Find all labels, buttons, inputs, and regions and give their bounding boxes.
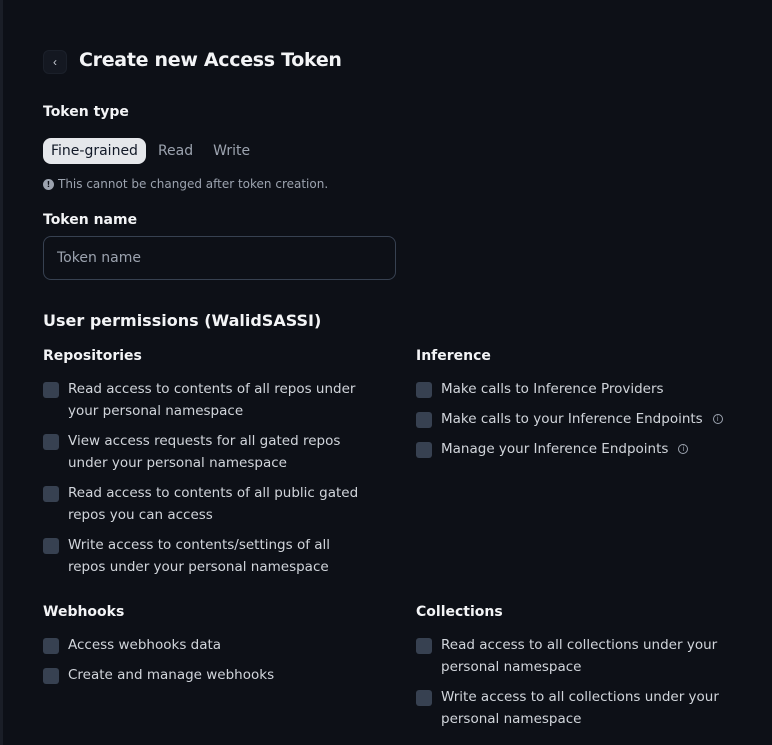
checkbox[interactable]: [43, 538, 59, 554]
permission-label: Access webhooks data: [68, 637, 222, 653]
permission-label: Write access to contents/settings of all repos under your personal namespace: [68, 537, 331, 575]
checkbox[interactable]: [43, 668, 59, 684]
permission-label: Manage your Inference Endpoints: [441, 441, 669, 457]
permission-label: Read access to contents of all public gated repos you can access: [68, 485, 359, 523]
permission-label: Create and manage webhooks: [68, 667, 275, 683]
permission-item[interactable]: [416, 686, 736, 730]
back-button[interactable]: [43, 50, 67, 74]
checkbox[interactable]: [43, 382, 59, 398]
token-type-tabs: [43, 138, 262, 164]
webhooks-label: Webhooks: [43, 604, 125, 620]
permission-label: Write access to all collections under your personal namespace: [441, 689, 719, 727]
permission-label: Make calls to Inference Providers: [441, 381, 664, 397]
permission-label: Read access to all collections under your personal namespace: [441, 637, 718, 675]
checkbox[interactable]: [43, 434, 59, 450]
checkbox[interactable]: [416, 638, 432, 654]
permission-item[interactable]: [416, 408, 736, 430]
checkbox[interactable]: [416, 690, 432, 706]
checkbox[interactable]: [43, 638, 59, 654]
permission-item[interactable]: [43, 664, 363, 686]
webhooks-section: [43, 604, 363, 694]
permission-label: Make calls to your Inference Endpoints: [441, 411, 703, 427]
token-type-note: [43, 177, 328, 191]
permission-item[interactable]: [43, 378, 363, 422]
info-icon[interactable]: i: [678, 444, 688, 454]
chevron-left-icon: ‹: [53, 55, 57, 69]
permission-item[interactable]: [416, 634, 736, 678]
tab-fine-grained[interactable]: Fine-grained: [43, 138, 146, 164]
permission-item[interactable]: [43, 534, 363, 578]
note-text: This cannot be changed after token creation.: [58, 177, 329, 191]
repositories-section: [43, 348, 363, 586]
token-name-label: Token name: [43, 212, 138, 228]
collections-section: [416, 604, 736, 738]
tab-write[interactable]: Write: [213, 143, 251, 159]
checkbox[interactable]: [416, 442, 432, 458]
collections-label: Collections: [416, 604, 503, 620]
tab-read[interactable]: Read: [157, 143, 194, 159]
checkbox[interactable]: [43, 486, 59, 502]
repositories-label: Repositories: [43, 348, 142, 364]
checkbox[interactable]: [416, 412, 432, 428]
permission-item[interactable]: [416, 378, 736, 400]
permission-item[interactable]: [416, 438, 736, 460]
permission-item[interactable]: [43, 430, 363, 474]
permission-label: Read access to contents of all repos under your personal namespace: [68, 381, 356, 419]
exclamation-icon: !: [43, 179, 54, 190]
inference-label: Inference: [416, 348, 491, 364]
permissions-title: User permissions (WalidSASSI): [43, 311, 322, 330]
checkbox[interactable]: [416, 382, 432, 398]
permission-item[interactable]: [43, 482, 363, 526]
sidebar-edge: [0, 0, 3, 745]
info-icon[interactable]: i: [713, 414, 723, 424]
page-title: Create new Access Token: [79, 49, 342, 71]
permission-item[interactable]: [43, 634, 363, 656]
token-type-label: Token type: [43, 104, 129, 120]
permission-label: View access requests for all gated repos under your personal namespace: [68, 433, 341, 471]
token-name-input[interactable]: [43, 236, 396, 280]
inference-section: [416, 348, 736, 468]
